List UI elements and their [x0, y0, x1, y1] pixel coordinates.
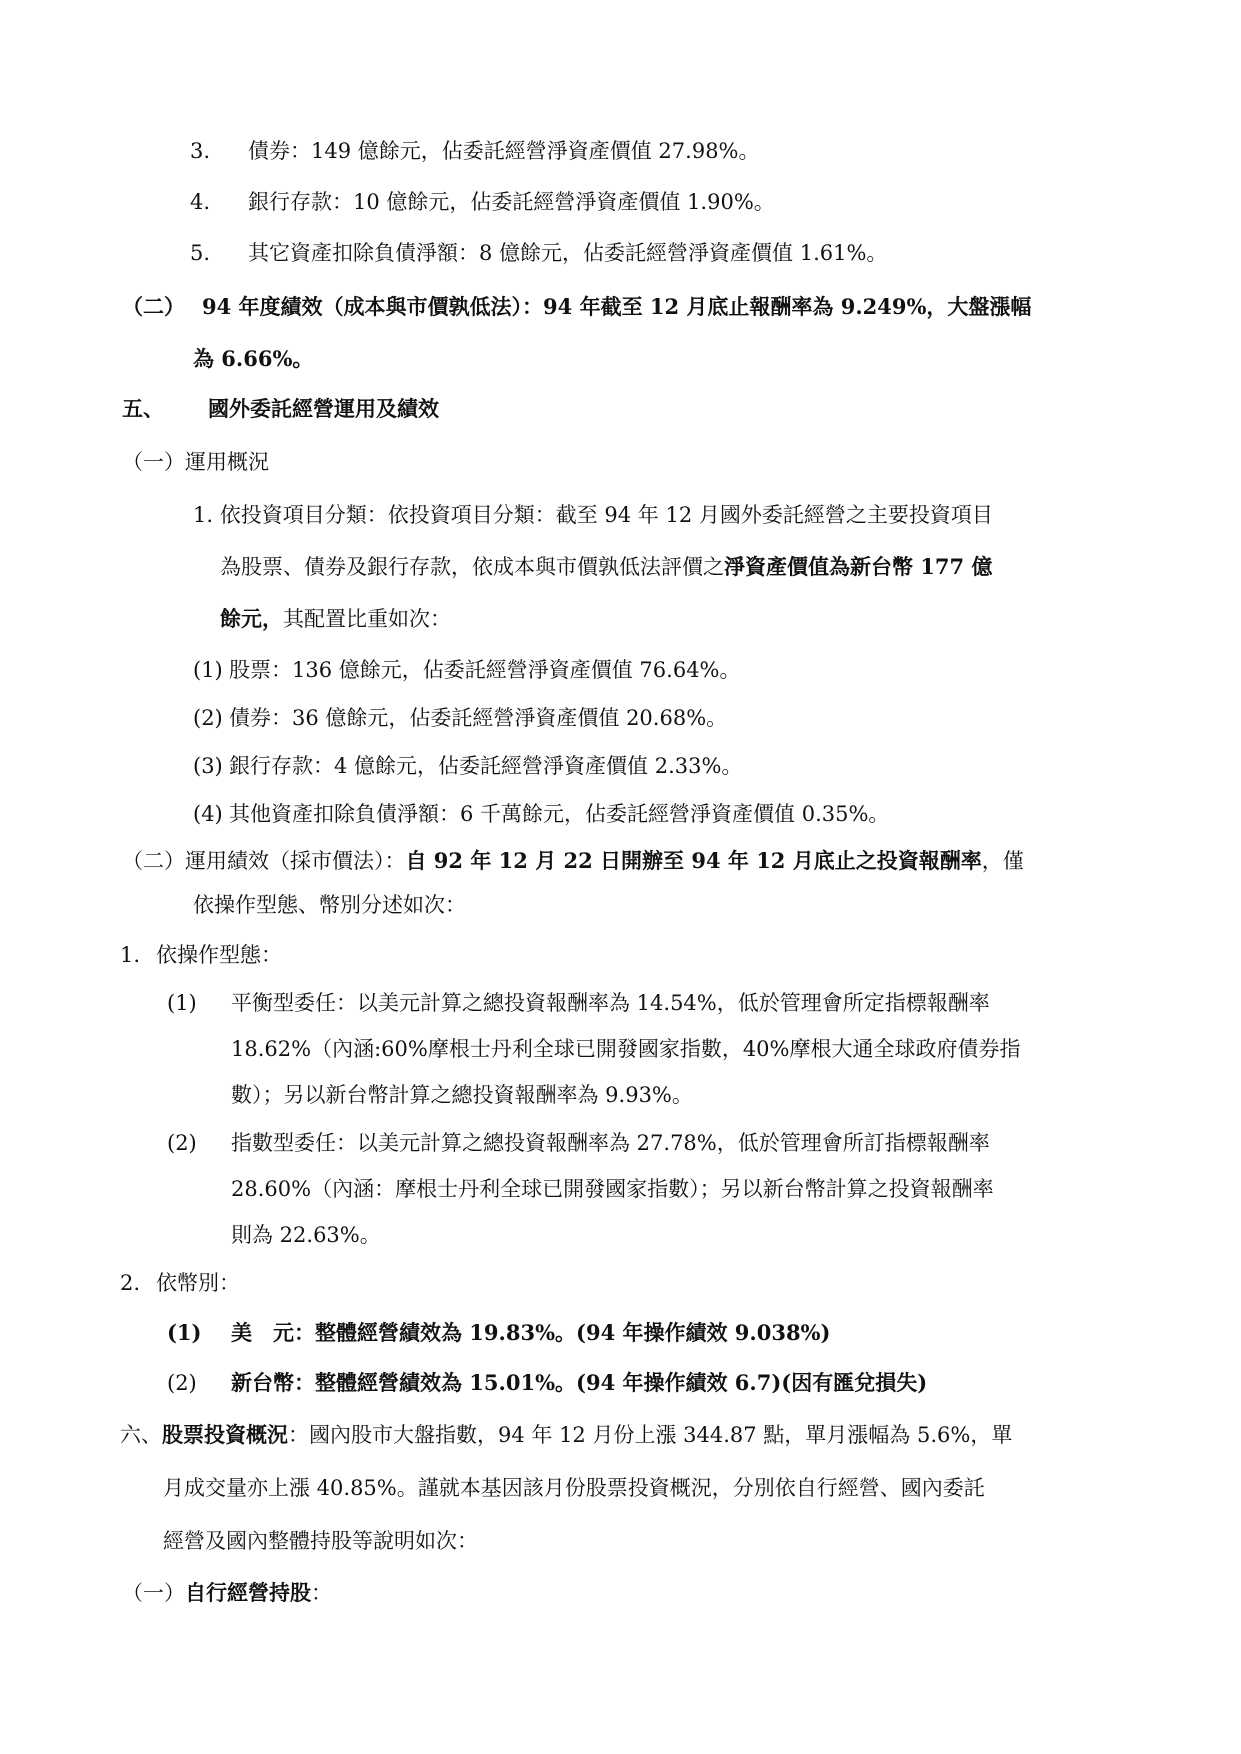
allocation-item-2 [193, 703, 727, 733]
asset-item-3 [190, 136, 760, 166]
net-asset-value-end: 餘元， [220, 606, 283, 631]
item-number: (1) [167, 991, 197, 1015]
item-text: 銀行存款：4 億餘元，佔委託經營淨資產價值 2.33%。 [229, 754, 743, 778]
net-asset-value: 淨資產價值為新台幣 177 億 [724, 554, 993, 579]
section-number: 五、 [122, 396, 164, 421]
item-number: (4) [193, 802, 223, 826]
item-text: 債券：36 億餘元，佔委託經營淨資產價值 20.68%。 [229, 706, 728, 730]
usd-performance [167, 1318, 830, 1348]
mandate-line1: 平衡型委任：以美元計算之總投資報酬率為 14.54%，低於管理會所定指標報酬率 [231, 991, 990, 1015]
item-text: 其它資產扣除負債淨額：8 億餘元，佔委託經營淨資產價值 1.61%。 [248, 241, 888, 265]
item-number: (2) [167, 1131, 197, 1155]
allocation-intro: 其配置比重如次： [283, 607, 451, 631]
subsection-operation-performance [122, 846, 1024, 876]
return-period: 自 92 年 12 月 22 日開辦至 94 年 12 月底止之投資報酬率 [405, 848, 982, 873]
allocation-item-4 [193, 799, 889, 829]
section-number: 六、 [120, 1423, 162, 1447]
item-number: 4. [190, 190, 211, 214]
item-number: (1) [193, 658, 223, 682]
item-number: (2) [167, 1371, 197, 1395]
currency-performance: 新台幣：整體經營績效為 15.01%。(94 年操作績效 6.7)(因有匯兌損失) [231, 1370, 928, 1395]
item-number: (1) [167, 1320, 202, 1345]
subsection-number: （一） [122, 1581, 185, 1605]
item-number: 3. [190, 139, 211, 163]
asset-item-5 [190, 238, 887, 268]
by-operation-type-heading [120, 940, 282, 970]
allocation-item-1 [193, 655, 741, 685]
item-number: (3) [193, 754, 223, 778]
heading-text: 依操作型態： [156, 943, 282, 967]
item-number: 2. [120, 1271, 141, 1295]
mandate-line1: 指數型委任：以美元計算之總投資報酬率為 27.78%，低於管理會所訂指標報酬率 [231, 1131, 990, 1155]
subsection-number: （一） [122, 450, 185, 474]
currency-performance: 美 元：整體經營績效為 19.83%。(94 年操作績效 9.038%) [231, 1320, 831, 1345]
classification-line3 [220, 604, 451, 634]
item-text: 其他資產扣除負債淨額：6 千萬餘元，佔委託經營淨資產價值 0.35%。 [229, 802, 890, 826]
item-text: 股票：136 億餘元，佔委託經營淨資產價值 76.64%。 [229, 658, 741, 682]
asset-item-4 [190, 187, 775, 217]
performance-line1: 94 年度績效（成本與市價孰低法）：94 年截至 12 月底止報酬率為 9.249%，大盤漲幅 [202, 294, 1032, 319]
section-6-line3: 經營及國內整體持股等說明如次： [163, 1529, 478, 1553]
classification-line2 [220, 552, 992, 582]
subsection-tail: ，僅 [981, 849, 1024, 873]
self-managed-holdings-heading [122, 1578, 332, 1608]
balanced-mandate-line3: 數）；另以新台幣計算之總投資報酬率為 9.93%。 [231, 1083, 693, 1107]
section-6-line1: ：國內股市大盤指數，94 年 12 月份上漲 344.87 點，單月漲幅為 5.6%，單 [288, 1423, 1013, 1447]
section-5-heading [122, 394, 439, 424]
subsection-number: （二） [122, 849, 185, 873]
heading-text: 依幣別： [156, 1271, 240, 1295]
item-text: 銀行存款：10 億餘元，佔委託經營淨資產價值 1.90%。 [248, 190, 775, 214]
section-number: （二） [122, 294, 185, 319]
subsection-title: 運用概況 [185, 450, 269, 474]
allocation-item-3 [193, 751, 742, 781]
section-6-heading [120, 1420, 1012, 1450]
index-mandate-line3: 則為 22.63%。 [231, 1223, 381, 1247]
classification-text: 為股票、債券及銀行存款，依成本與市價孰低法評價之 [220, 555, 724, 579]
index-mandate-line2: 28.60%（內涵：摩根士丹利全球已開發國家指數）；另以新台幣計算之投資報酬率 [231, 1177, 994, 1201]
subsection-lead: 運用績效（採市價法）： [185, 849, 406, 873]
item-number: (2) [193, 706, 223, 730]
performance-line2: 為 6.66%。 [193, 346, 314, 371]
by-currency-heading [120, 1268, 240, 1298]
subsection-title: 自行經營持股 [185, 1580, 311, 1605]
domestic-performance [122, 292, 1031, 322]
section-title: 股票投資概況 [162, 1422, 288, 1447]
item-number: 5. [190, 241, 211, 265]
performance-intro: 依操作型態、幣別分述如次： [193, 893, 466, 917]
index-mandate [167, 1128, 990, 1158]
balanced-mandate-line2: 18.62%（內涵:60%摩根士丹利全球已開發國家指數，40%摩根大通全球政府債券指 [231, 1037, 1021, 1061]
subsection-colon: ： [311, 1581, 332, 1605]
balanced-mandate [167, 988, 990, 1018]
classification-line1: 1. 依投資項目分類：依投資項目分類：截至 94 年 12 月國外委託經營之主要投資項目 [193, 503, 993, 527]
subsection-operation-overview [122, 447, 269, 477]
item-text: 債券：149 億餘元，佔委託經營淨資產價值 27.98%。 [248, 139, 760, 163]
section-6-line2: 月成交量亦上漲 40.85%。謹就本基因該月份股票投資概況，分別依自行經營、國內委託 [163, 1476, 985, 1500]
twd-performance [167, 1368, 927, 1398]
section-title: 國外委託經營運用及績效 [208, 396, 439, 421]
item-number: 1. [120, 943, 141, 967]
